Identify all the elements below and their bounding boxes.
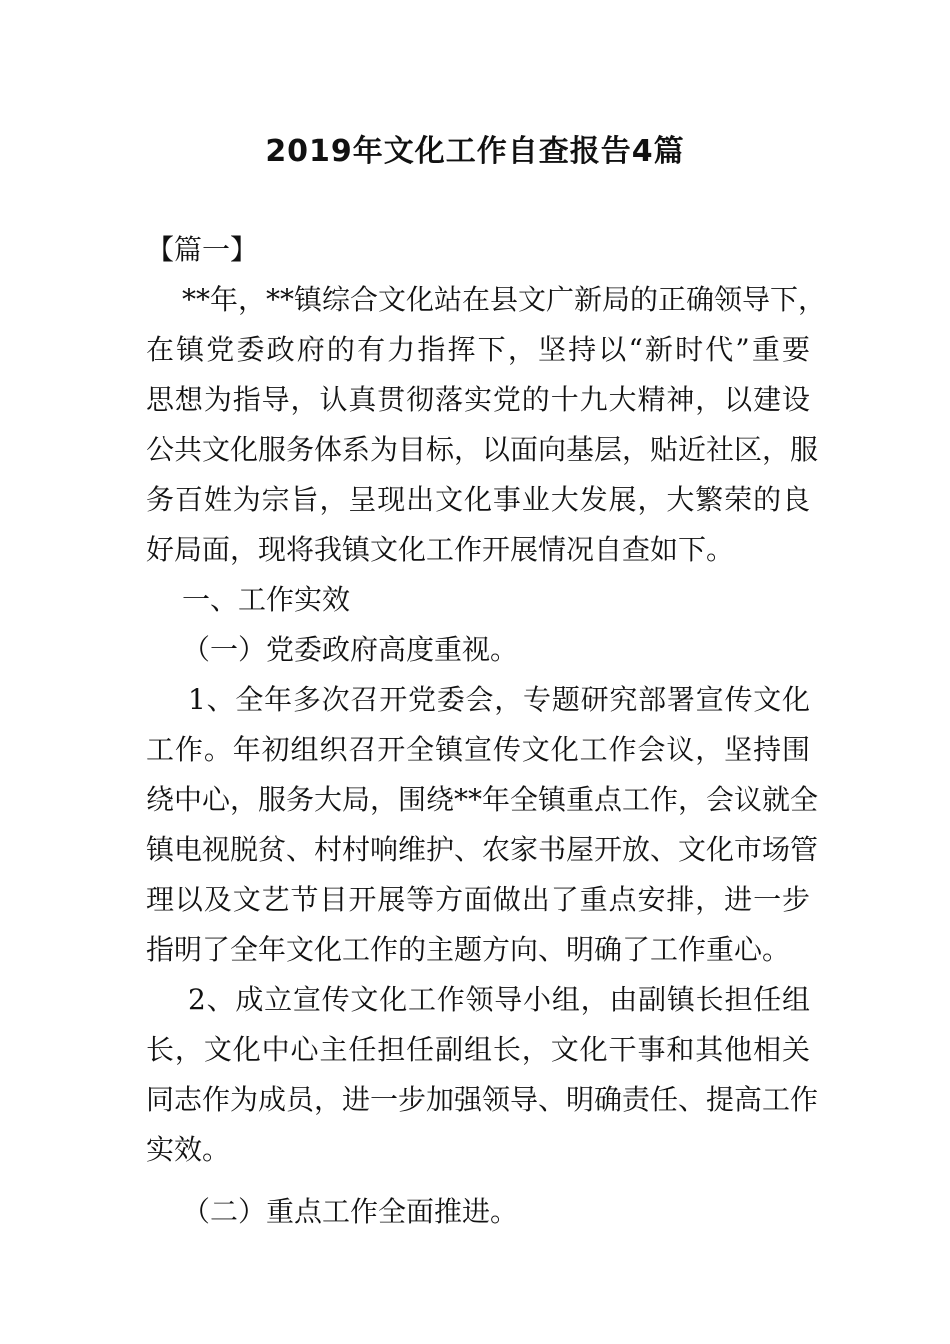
paragraph-line: 实效。: [146, 1133, 231, 1166]
paragraph-line: 1、全年多次召开党委会，专题研究部署宣传文化: [188, 683, 810, 716]
paragraph-line: 理以及文艺节目开展等方面做出了重点安排，进一步: [146, 883, 810, 916]
paragraph-line: 在镇党委政府的有力指挥下，坚持以“新时代”重要: [146, 333, 810, 366]
paragraph-line: 长，文化中心主任担任副组长，文化干事和其他相关: [146, 1033, 810, 1066]
subheading: 一、工作实效: [182, 583, 351, 616]
paragraph-gap: [146, 1175, 810, 1187]
document-title: 2019年文化工作自查报告4篇: [265, 134, 685, 169]
paragraph-line: 好局面，现将我镇文化工作开展情况自查如下。: [146, 533, 735, 566]
subheading: （一）党委政府高度重视。: [182, 633, 519, 666]
paragraph-line: 镇电视脱贫、村村响维护、农家书屋开放、文化市场管: [146, 833, 819, 866]
paragraph-line: 绕中心，服务大局，围绕**年全镇重点工作，会议就全: [146, 783, 819, 816]
paragraph-line: **年，**镇综合文化站在县文广新局的正确领导下，: [182, 283, 827, 316]
paragraph-line: 务百姓为宗旨，呈现出文化事业大发展，大繁荣的良: [146, 483, 810, 516]
paragraph-line: 2、成立宣传文化工作领导小组，由副镇长担任组: [188, 983, 810, 1016]
paragraph-line: 思想为指导，认真贯彻落实党的十九大精神，以建设: [146, 383, 810, 416]
paragraph-line: 同志作为成员，进一步加强领导、明确责任、提高工作: [146, 1083, 819, 1116]
document-body: [146, 225, 827, 1237]
subheading: （二）重点工作全面推进。: [182, 1195, 519, 1228]
section-heading: 【篇一】: [146, 233, 259, 266]
paragraph-line: 公共文化服务体系为目标，以面向基层，贴近社区，服: [146, 433, 819, 466]
paragraph-line: 指明了全年文化工作的主题方向、明确了工作重心。: [146, 933, 791, 966]
paragraph-line: 工作。年初组织召开全镇宣传文化工作会议，坚持围: [146, 733, 810, 766]
